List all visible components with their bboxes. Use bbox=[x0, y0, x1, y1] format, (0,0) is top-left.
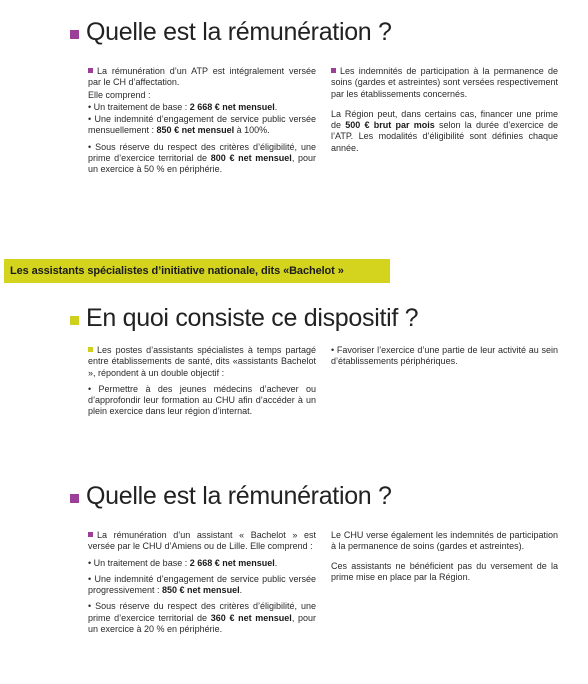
section2-right-p1: • Favoriser l’exercice d’une partie de leur activité au sein d’établissements périphériques. bbox=[331, 345, 558, 367]
section3-item-indemnite: • Une indemnité d’engagement de service public versée progressivement : 850 € net mensuel. bbox=[88, 573, 316, 596]
section3-left-column bbox=[88, 530, 316, 640]
section-banner: Les assistants spécialistes d’initiative nationale, dits «Bachelot » bbox=[4, 259, 390, 283]
section2-left-p1: Les postes d’assistants spécialistes à temps partagé entre établissements de santé, dits «assistants Bachelot », répondent à un double objectif : bbox=[88, 345, 316, 378]
section2-heading bbox=[70, 304, 418, 333]
section3-item-base: • Un traitement de base : 2 668 € net mensuel. bbox=[88, 557, 278, 568]
section3-intro: La rémunération d’un assistant « Bachelot » est versée par le CHU d’Amiens ou de Lille. Elle comprend : bbox=[88, 530, 316, 552]
bullet-square-icon bbox=[70, 316, 79, 325]
section1-right-p2: La Région peut, dans certains cas, financer une prime de 500 € brut par mois selon la durée d’exercice de l’ATP. Les modalités d’éligibilité sont définies chaque année. bbox=[331, 108, 558, 153]
section3-right-p1: Le CHU verse également les indemnités de participation à la permanence de soins (gardes et astreintes). bbox=[331, 530, 558, 552]
section2-left-p2: • Permettre à des jeunes médecins d’achever ou d’approfondir leur formation au CHU afin d’accéder à un plein exercice dans leur région d’internat. bbox=[88, 383, 316, 417]
section1-right-p1: Les indemnités de participation à la permanence de soins (gardes et astreintes) sont versées respectivement par les établissements concernés. bbox=[331, 66, 558, 99]
section1-item-base: • Un traitement de base : 2 668 € net mensuel. bbox=[88, 101, 278, 112]
bullet-square-icon bbox=[88, 68, 93, 73]
section1-left-column bbox=[88, 66, 316, 181]
bullet-square-icon bbox=[88, 347, 93, 352]
section3-right-column bbox=[331, 530, 558, 588]
section2-title: En quoi consiste ce dispositif ? bbox=[86, 304, 419, 332]
bullet-square-icon bbox=[70, 30, 79, 39]
section1-right-column bbox=[331, 66, 558, 159]
section3-right-p2: Ces assistants ne bénéficient pas du versement de la prime mise en place par la Région. bbox=[331, 560, 558, 582]
bullet-square-icon bbox=[70, 494, 79, 503]
section1-item-indemnite: • Une indemnité d’engagement de service public versée mensuellement : 850 € net mensuel à 100%. bbox=[88, 114, 316, 136]
section1-title: Quelle est la rémunération ? bbox=[86, 18, 392, 46]
bullet-square-icon bbox=[88, 532, 93, 537]
section1-item-prime: • Sous réserve du respect des critères d’éligibilité, une prime d’exercice territorial de 800 € net mensuel, pour un exercice à 50 % en périphérie. bbox=[88, 141, 317, 175]
section1-intro: La rémunération d’un ATP est intégralement versée par le CH d’affectation. bbox=[88, 66, 316, 88]
section1-lead: Elle comprend : bbox=[88, 89, 151, 100]
section3-title: Quelle est la rémunération ? bbox=[86, 482, 392, 510]
section2-left-column bbox=[88, 345, 316, 423]
bullet-square-icon bbox=[331, 68, 336, 73]
section2-right-column bbox=[331, 345, 558, 373]
section1-heading bbox=[70, 18, 392, 47]
section3-item-prime: • Sous réserve du respect des critères d’éligibilité, une prime d’exercice territorial de 360 € net mensuel, pour un exercice à 20 % en périphérie. bbox=[88, 601, 317, 635]
section3-heading bbox=[70, 482, 392, 511]
